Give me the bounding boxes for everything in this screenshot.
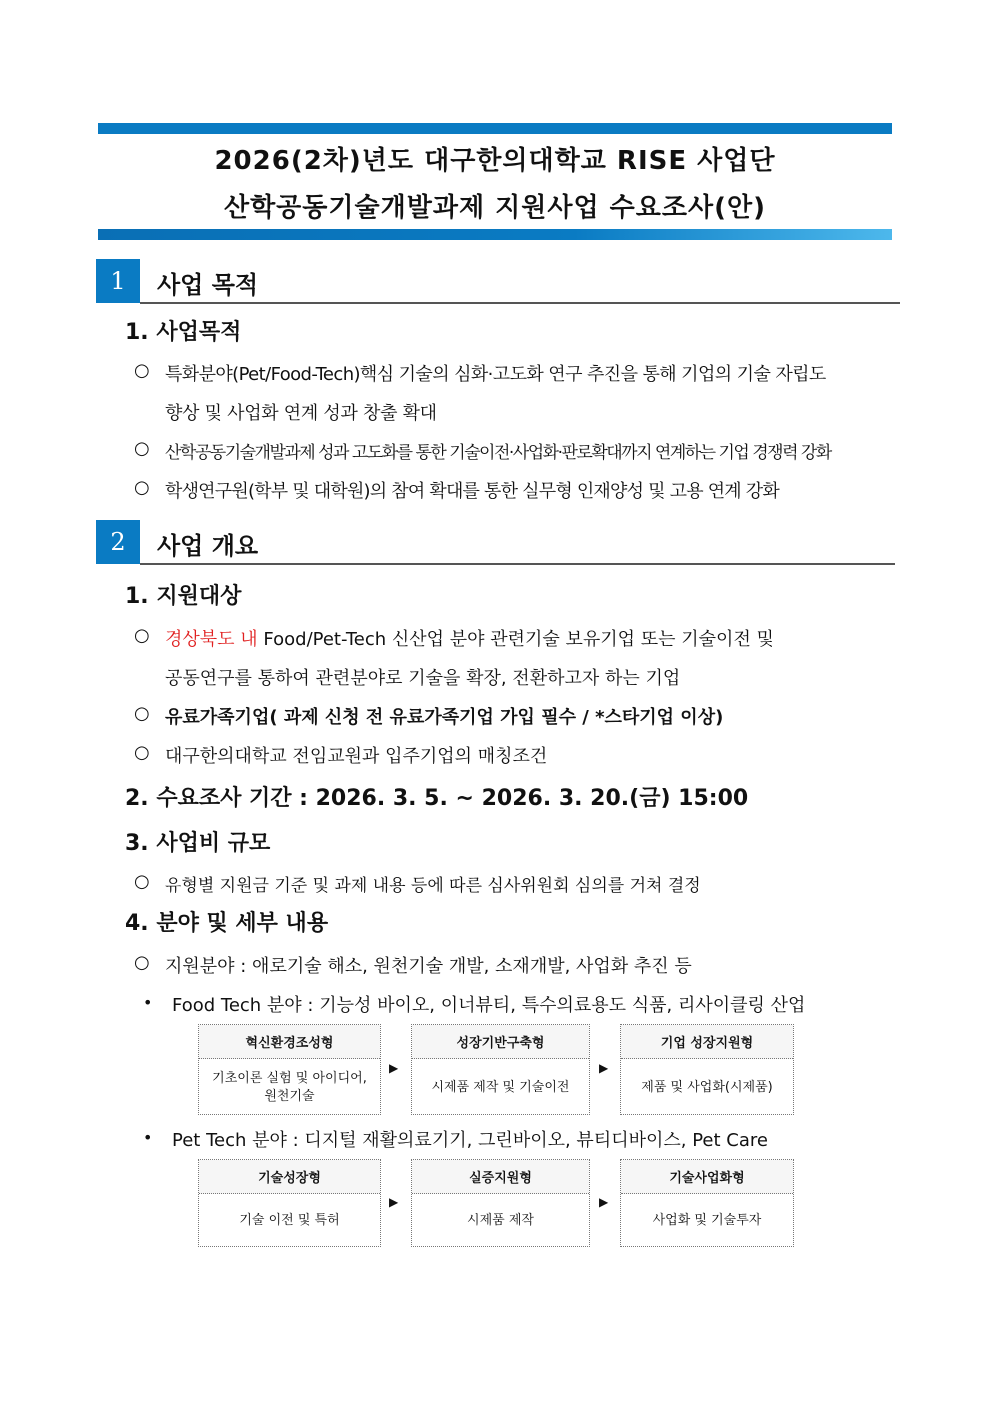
flow-step-title: 기업 성장지원형	[621, 1025, 793, 1059]
flow-step-desc: 시제품 제작 및 기술이전	[431, 1079, 570, 1095]
circle-bullet: ○	[134, 703, 150, 724]
section2-sub1-heading: 1. 지원대상	[125, 584, 242, 609]
target-item-2: 유료가족기업( 과제 신청 전 유료가족기업 가입 필수 / *스타기업 이상)	[165, 707, 724, 728]
target-item-1-text: Food/Pet-Tech 신산업 분야 관련기술 보유기업 또는 기술이전 및	[263, 629, 774, 650]
flow-arrow-icon: ▶	[599, 1061, 609, 1075]
circle-bullet: ○	[134, 742, 150, 763]
page-title-line2: 산학공동기술개발과제 지원사업 수요조사(안)	[223, 193, 767, 223]
circle-bullet: ○	[134, 360, 150, 381]
section1-title: 사업 목적	[157, 271, 259, 299]
purpose-item-1: 특화분야(Pet/Food-Tech)핵심 기술의 심화·고도화 연구 추진을 통해 기업의 기술 자립도	[165, 364, 826, 385]
dot-bullet: •	[143, 993, 153, 1012]
section1-number-box: 1	[96, 259, 140, 303]
section2-divider	[140, 563, 895, 565]
circle-bullet: ○	[134, 438, 150, 459]
pet-flow-step-1	[198, 1159, 381, 1247]
flow-arrow-icon: ▶	[389, 1061, 399, 1075]
target-item-1	[165, 625, 774, 651]
flow-step-desc: 제품 및 사업화(시제품)	[641, 1079, 773, 1095]
target-item-1-cont: 공동연구를 통하여 관련분야로 기술을 확장, 전환하고자 하는 기업	[165, 668, 681, 689]
budget-item: 유형별 지원금 기준 및 과제 내용 등에 따른 심사위원회 심의를 거쳐 결정	[165, 876, 701, 896]
flow-step-desc: 시제품 제작	[467, 1213, 534, 1228]
field-item: 지원분야 : 애로기술 해소, 원천기술 개발, 소재개발, 사업화 추진 등	[165, 956, 692, 977]
flow-arrow-icon: ▶	[599, 1195, 609, 1209]
purpose-item-1-cont: 향상 및 사업화 연계 성과 창출 확대	[165, 403, 437, 424]
flow-step-desc: 사업화 및 기술투자	[652, 1213, 762, 1228]
pet-tech-label: Pet Tech 분야 : 디지털 재활의료기기, 그린바이오, 뷰티디바이스, Pet Care	[172, 1130, 768, 1151]
title-top-bar	[98, 123, 892, 134]
flow-step-title: 기술성장형	[199, 1160, 380, 1194]
food-flow-step-2	[411, 1024, 590, 1115]
field-heading: 4. 분야 및 세부 내용	[125, 911, 329, 936]
dot-bullet: •	[143, 1128, 153, 1147]
section1-sub1-heading: 1. 사업목적	[125, 320, 242, 345]
circle-bullet: ○	[134, 477, 150, 498]
page-title-line1: 2026(2차)년도 대구한의대학교 RISE 사업단	[214, 146, 776, 176]
pet-flow-step-2	[411, 1159, 590, 1247]
flow-step-title: 기술사업화형	[621, 1160, 793, 1194]
flow-step-title: 성장기반구축형	[412, 1025, 589, 1059]
food-tech-label: Food Tech 분야 : 기능성 바이오, 이너뷰티, 특수의료용도 식품, 리사이클링 산업	[172, 995, 806, 1016]
circle-bullet: ○	[134, 952, 150, 973]
pet-flow-step-3	[620, 1159, 794, 1247]
circle-bullet: ○	[134, 871, 150, 892]
section2-number-box: 2	[96, 520, 140, 564]
section1-divider	[140, 302, 900, 304]
title-bottom-bar	[98, 229, 892, 240]
target-region: 경상북도 내	[165, 629, 258, 650]
purpose-item-3: 학생연구원(학부 및 대학원)의 참여 확대를 통한 실무형 인재양성 및 고용 연계 강화	[165, 481, 779, 502]
flow-step-desc: 기초이론 실험 및 아이디어, 원천기술	[212, 1070, 367, 1104]
section2-title: 사업 개요	[157, 532, 259, 560]
flow-step-title: 혁신환경조성형	[199, 1025, 380, 1059]
flow-step-title: 실증지원형	[412, 1160, 589, 1194]
survey-period-heading: 2. 수요조사 기간 : 2026. 3. 5. ~ 2026. 3. 20.(금) 15:00	[125, 786, 749, 811]
circle-bullet: ○	[134, 625, 150, 646]
food-flow-step-1	[198, 1024, 381, 1115]
purpose-item-2: 산학공동기술개발과제 성과 고도화를 통한 기술이전·사업화·판로확대까지 연계하는 기업 경쟁력 강화	[165, 443, 831, 463]
budget-heading: 3. 사업비 규모	[125, 831, 271, 856]
flow-arrow-icon: ▶	[389, 1195, 399, 1209]
flow-step-desc: 기술 이전 및 특허	[239, 1213, 340, 1228]
target-item-3: 대구한의대학교 전임교원과 입주기업의 매칭조건	[165, 746, 548, 767]
food-flow-step-3	[620, 1024, 794, 1115]
